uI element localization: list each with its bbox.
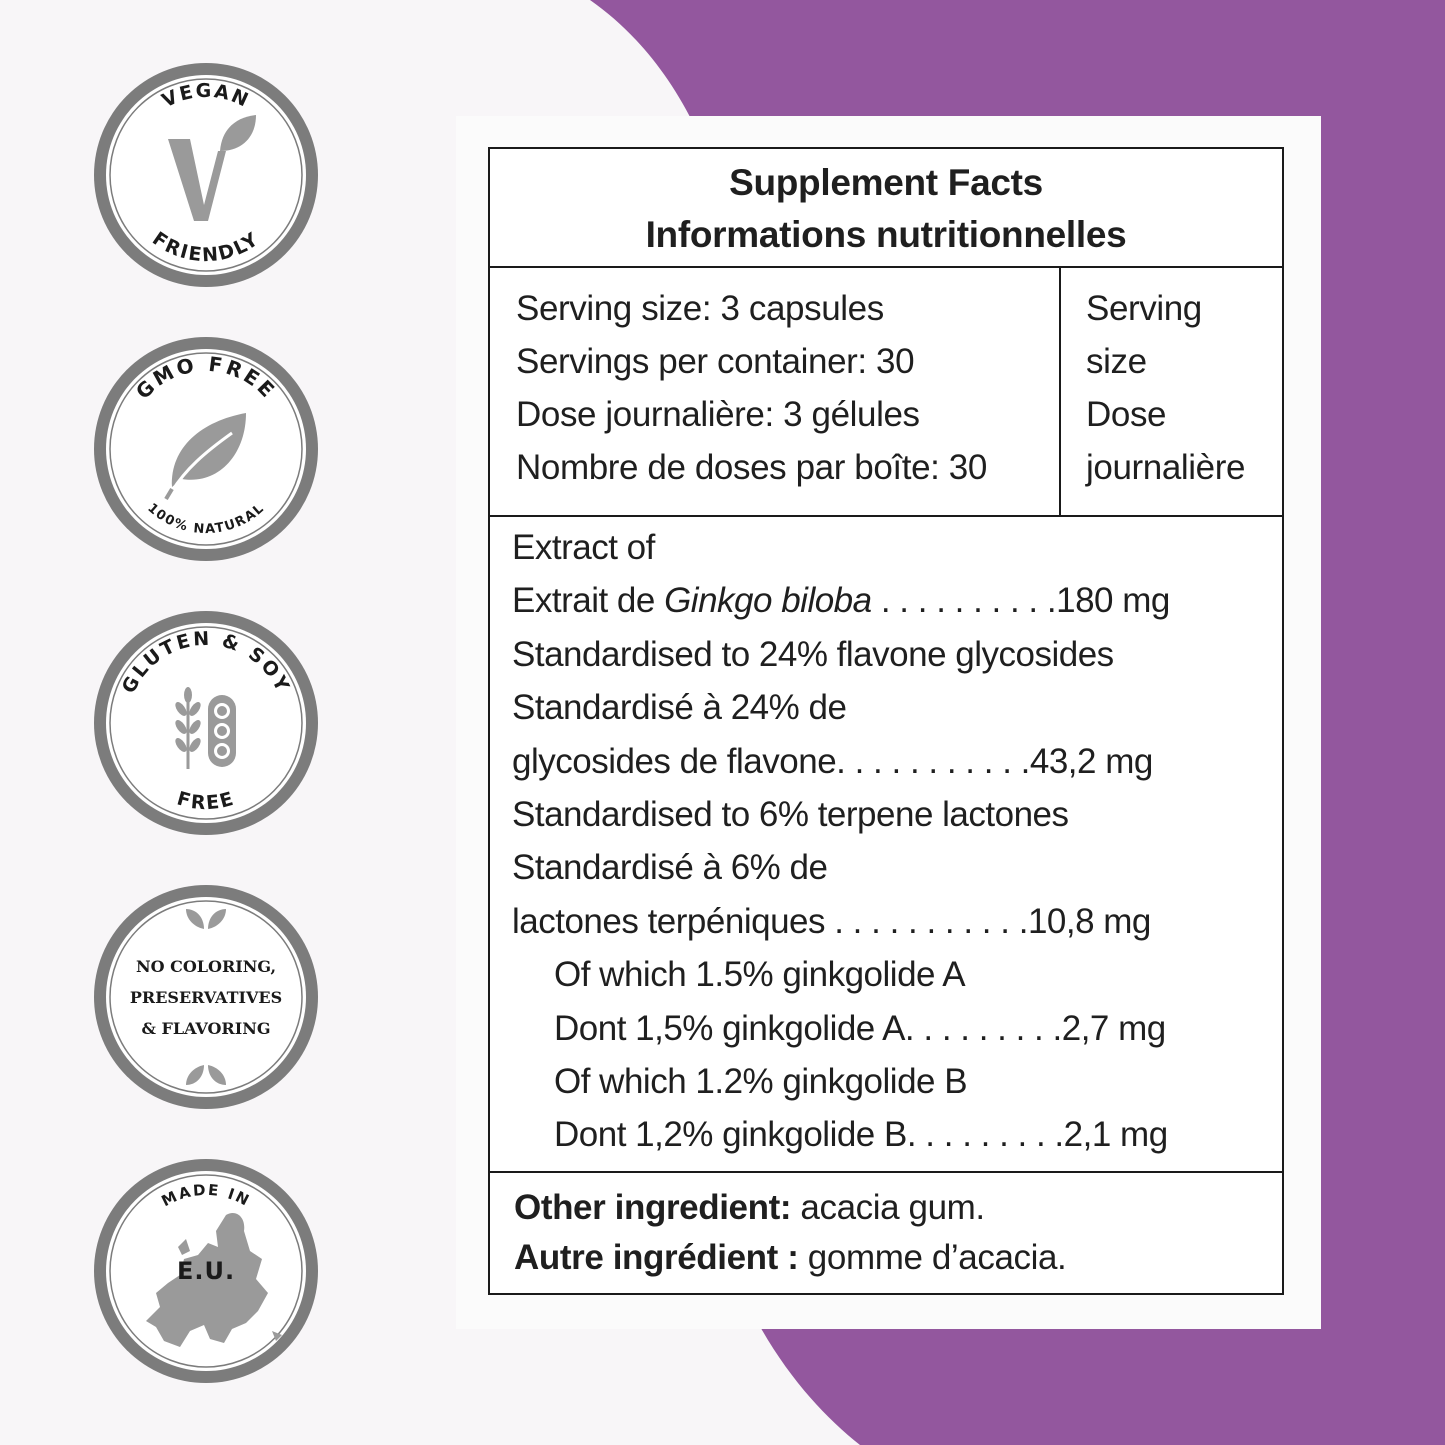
leader-dots: . . . . . . . . . . <box>871 581 1057 621</box>
ingredient-line <box>512 735 1282 788</box>
ingredients-list <box>490 517 1282 1173</box>
leader-dots: . . . . . . . . . . . <box>836 741 1030 781</box>
serving-header-line: Dose <box>1086 395 1167 434</box>
ingredient-line <box>512 1108 1282 1161</box>
badge-top-text: GLUTEN & SOY <box>117 627 295 697</box>
serving-line: Serving size: 3 capsules <box>516 289 884 328</box>
serving-info <box>490 268 1282 517</box>
ingredient-line: Standardisé à 6% de <box>512 848 828 888</box>
badge-bottom-text: 100% NATURAL <box>144 500 268 538</box>
other-ingredient-label: Autre ingrédient : <box>514 1238 799 1277</box>
other-ingredients <box>490 1173 1282 1283</box>
ingredient-line: Of which 1.5% ginkgolide A <box>554 955 966 995</box>
serving-line: Nombre de doses par boîte: 30 <box>516 448 987 487</box>
facts-title-fr: Informations nutritionnelles <box>645 214 1127 255</box>
ingredient-latin-name: Ginkgo biloba <box>664 581 872 621</box>
badge-bottom-text: FREE <box>174 787 238 815</box>
other-ingredient-en <box>514 1183 1282 1233</box>
badge-bottom-text: FRIENDLY <box>148 227 264 267</box>
serving-column-header <box>1061 268 1282 515</box>
ingredient-text: glycosides de flavone <box>512 741 837 781</box>
ingredient-line <box>512 574 1282 627</box>
ingredient-text: Dont 1,5% ginkgolide A <box>554 1008 905 1048</box>
ingredient-line <box>512 1002 1282 1055</box>
other-ingredient-label: Other ingredient: <box>514 1188 792 1227</box>
ingredient-amount: 10,8 mg <box>1027 901 1151 941</box>
leader-dots: . . . . . . . . . . . <box>825 901 1028 941</box>
other-ingredient-value: acacia gum. <box>791 1188 985 1227</box>
supplement-facts-table <box>488 147 1284 1295</box>
other-ingredient-value: gomme d’acacia. <box>798 1238 1067 1277</box>
leader-dots: . . . . . . . . . <box>906 1115 1064 1155</box>
ingredient-amount: 43,2 mg <box>1029 741 1153 781</box>
ingredient-line: Of which 1.2% ginkgolide B <box>554 1062 968 1102</box>
serving-details <box>490 268 1061 515</box>
ingredient-line: Standardised to 6% terpene lactones <box>512 795 1069 835</box>
badge-top-text: GMO FREE <box>130 351 282 404</box>
other-ingredient-fr <box>514 1233 1282 1283</box>
ingredient-amount: 180 mg <box>1056 581 1170 621</box>
serving-header-line: Serving <box>1086 289 1202 328</box>
ingredient-text: lactones terpéniques <box>512 901 825 941</box>
made-in-eu-badge <box>86 1151 326 1391</box>
facts-header <box>490 149 1282 268</box>
ingredient-line: Standardised to 24% flavone glycosides <box>512 634 1114 674</box>
ingredient-amount: 2,7 mg <box>1061 1008 1166 1048</box>
badge-center-text: E.U. <box>176 1257 236 1285</box>
serving-line: Servings per container: 30 <box>516 342 915 381</box>
ingredient-text: Dont 1,2% ginkgolide B <box>554 1115 907 1155</box>
leader-dots: . . . . . . . . . <box>904 1008 1062 1048</box>
badge-top-text: VEGAN <box>158 79 254 113</box>
vegan-friendly-badge <box>86 55 326 295</box>
serving-header-line: journalière <box>1086 448 1246 487</box>
facts-title-en: Supplement Facts <box>729 162 1043 203</box>
badge-top-text: MADE IN <box>158 1180 254 1211</box>
ingredient-line <box>512 895 1282 948</box>
badge-line-3: & FLAVORING <box>141 1019 271 1038</box>
badge-line-2: PRESERVATIVES <box>129 988 283 1007</box>
ingredient-amount: 2,1 mg <box>1063 1115 1168 1155</box>
ingredient-text: Extrait de <box>512 581 665 621</box>
serving-line: Dose journalière: 3 gélules <box>516 395 920 434</box>
gluten-soy-free-badge <box>86 603 326 843</box>
no-additives-badge <box>86 877 326 1117</box>
badge-line-1: NO COLORING, <box>135 957 277 976</box>
serving-header-line: size <box>1086 342 1147 381</box>
gmo-free-badge <box>86 329 326 569</box>
ingredient-line: Standardisé à 24% de <box>512 688 847 728</box>
ingredient-line: Extract of <box>512 528 655 567</box>
